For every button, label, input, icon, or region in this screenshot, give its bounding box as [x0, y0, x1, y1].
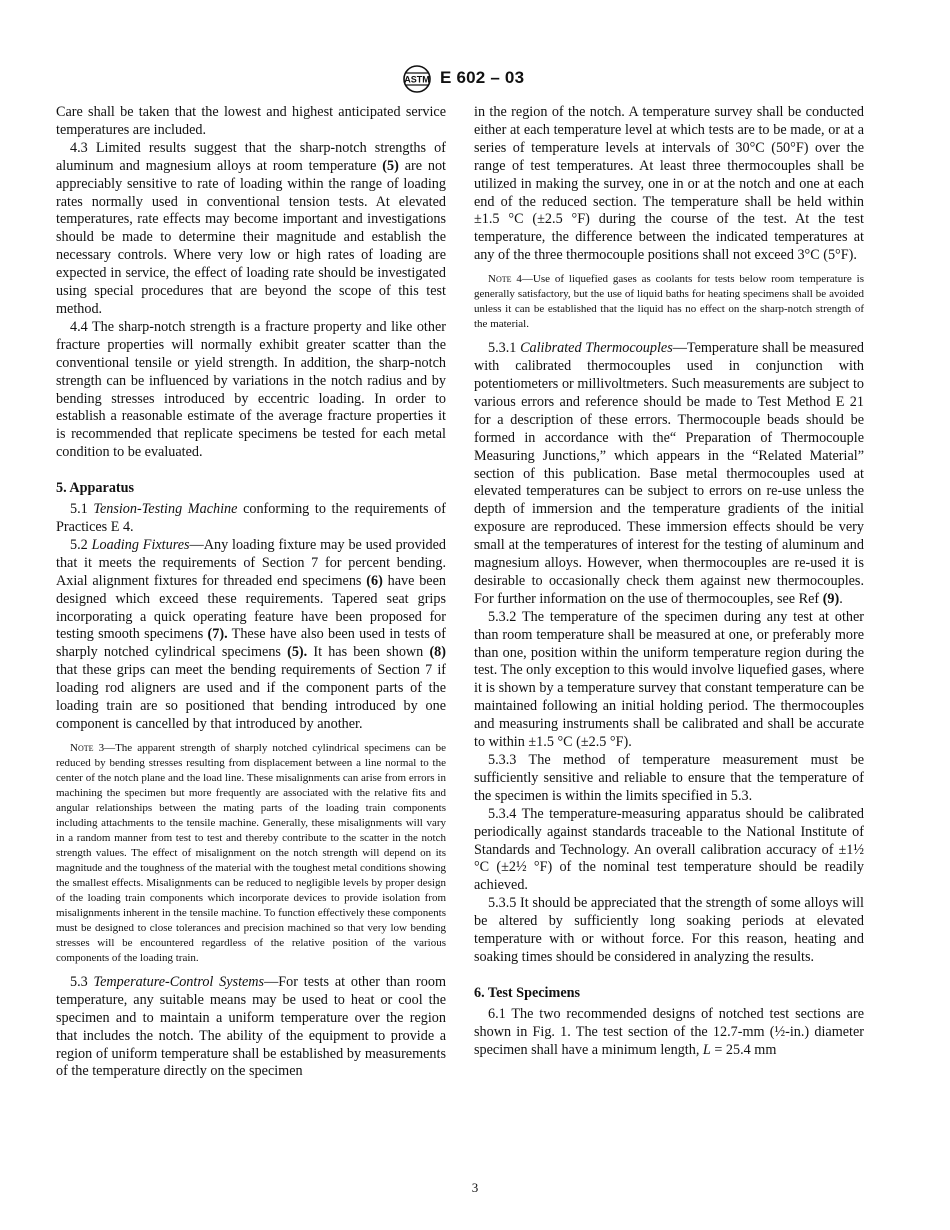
astm-logo-icon — [400, 64, 434, 94]
paragraph-care: Care shall be taken that the lowest and highest anticipated service temperatures are included. — [56, 104, 446, 138]
note-4: Note 4—Use of liquefied gases as coolants for tests below room temperature is generally satisfactory, but the use of liquid baths for heating specimens shall be avoided unless it can be established that the liquid has no effect on the sharp-notch strength of the material. — [474, 273, 865, 331]
paragraph-5-3-continued: in the region of the notch. A temperature survey shall be conducted either at each temperature level at which tests are to be made, or at a series of temperature levels at intervals of 30°C (50°F) over the range of test temperatures. At least three thermocouples shall be utilized in making the survey, one in or at the notch and one at each end of the reduced section. The temperature shall be held within ±1.5 °C (±2.5 °F) during the course of the test. At the test temperature, the difference between the indicated temperatures at any of the three thermocouple positions shall not exceed 3°C (5°F). — [474, 104, 864, 264]
right-column — [474, 104, 864, 1060]
paragraph-6-1: 6.1 The two recommended designs of notched test sections are shown in Fig. 1. The test section of the 12.7-mm (½-in.) diameter specimen shall have a minimum length, L = 25.4 mm — [474, 1005, 864, 1058]
paragraph-5-3-4: 5.3.4 The temperature-measuring apparatus should be calibrated periodically against standards traceable to the National Institute of Standards and Technology. An overall calibration accuracy of ±1½ °C (±2½ °F) of the nominal test temperature should be readily achieved. — [474, 805, 864, 894]
paragraph-5-1: 5.1 Tension-Testing Machine conforming to the requirements of Practices E 4. — [56, 501, 446, 536]
section-heading-test-specimens: 6. Test Specimens — [474, 984, 581, 1001]
note-3: Note 3—The apparent strength of sharply notched cylindrical specimens can be reduced by bending stresses resulting from displacement between a line normal to the center of the notch plane and the load line. These misalignments can arise from errors in machining the specimen but more frequently are associated with the relative fits and angular relationships between the mating parts of the loading train components including attachments to the tensile machine. Generally, these misalignments will vary in a random manner from test to test and thereby contribute to the scatter in the notch strength values. The effect of misalignment on the notch strength will depend on its magnitude and the toughness of the material with the toughest metal conditions showing the smallest effects. Misalignments can be reduced to negligible levels by proper design of the loading train components which incorporate devices to provide isolation from misalignments inherent in the tensile machine. To function effectively these components must be designed to close tolerances and precision machined so that very low bending stresses will be encountered regardless of the relative position of the various components of the loading train. — [56, 741, 446, 964]
paragraph-5-3-5: 5.3.5 It should be appreciated that the strength of some alloys will be altered by sufficiently long soaking periods at elevated temperature with or without force. For this reason, heating and soaking times should be considered in analyzing the results. — [474, 895, 864, 965]
reference-5: (5) — [382, 157, 399, 174]
paragraph-5-2: 5.2 Loading Fixtures—Any loading fixture may be used provided that it meets the requirements of Section 7 for percent bending. Axial alignment fixtures for threaded end specimens (6) have been designed which exceed these requirements. Tapered seat grips incorporating a quick operating feature have been proposed for testing smooth specimens (7). These have also been used in tests of sharply notched cylindrical specimens (5). It has been shown (8) that these grips can meet the bending requirements of Section 7 if loading rod aligners are used and if the component parts of the loading train are so positioned that bending introduced by one component is cancelled by that introduced by another. — [56, 536, 447, 732]
page-number: 3 — [471, 1180, 479, 1195]
paragraph-5-3-1: 5.3.1 Calibrated Thermocouples—Temperature shall be measured with calibrated thermocouples used in conjunction with potentiometers or millivoltmeters. Such measurements are subject to various errors and reference should be made to Test Method E 21 for a description of these errors. Thermocouple beads should be formed in accordance with the“ Preparation of Thermocouple Measuring Junctions,” which appears in the “Related Material” section of this publication. Base metal thermocouples used at elevated temperatures can be subject to errors on re-use unless the depth of immersion and the temperature gradients of the initial exposure are reproduced. These immersion effects should be very small at the temperatures of interest for the testing of aluminum and magnesium alloys. However, when thermocouples are re-used it is desirable to occasionally check them against new thermocouples. For further information on the use of thermocouples, see Ref (9). — [474, 340, 864, 607]
svg-text:ASTM: ASTM — [404, 74, 430, 85]
paragraph-4-3: 4.3 Limited results suggest that the sharp-notch strengths of aluminum and magnesium alloys at room temperature (5) are not appreciably sensitive to rate of loading within the range of loading rates normally used in conventional tension tests. At elevated temperatures, rate effects may become important and investigations should be made to determine their magnitude and establish the necessary controls. Where very low or high rates of loading are expected in service, the effect of loading rate should be investigated using special procedures that are beyond the scope of this test method. — [56, 139, 446, 317]
paragraph-5-3-2: 5.3.2 The temperature of the specimen during any test at other than room temperature shall be measured at one, or preferably more than one, position within the uniform temperature region during the test. The only exception to this would involve liquefied gases, where it is shown by a temperature survey that constant temperature can be maintained following an initial holding period. The thermocouples and measuring instruments shall be calibrated and shall be accurate to within ±1.5 °C (±2.5 °F). — [474, 608, 864, 751]
paragraph-5-3: 5.3 Temperature-Control Systems—For tests at other than room temperature, any suitable means may be used to heat or cool the specimen and to maintain a uniform temperature over the region that includes the notch. The ability of the equipment to provide a region of uniform temperature shall be established by measurements of the temperature directly on the specimen — [56, 973, 447, 1080]
section-heading-apparatus: 5. Apparatus — [56, 480, 135, 497]
paragraph-4-4: 4.4 The sharp-notch strength is a fracture property and like other fracture properties will normally exhibit greater scatter than the conventional tensile or yield strength. In addition, the sharp-notch strength can be influenced by variations in the notch radius and by bending stresses introduced by eccentric loading. In order to establish a reasonable estimate of the average fracture properties it is recommended that replicate specimens be tested for each metal condition to be evaluated. — [56, 318, 446, 461]
page-header — [0, 64, 950, 96]
left-column — [56, 104, 446, 1081]
paragraph-5-3-3: 5.3.3 The method of temperature measurement must be sufficiently sensitive and reliable to ensure that the temperature of the specimen is within the limits specified in 5.3. — [474, 752, 864, 804]
document-designation: E 602 – 03 — [440, 68, 525, 87]
